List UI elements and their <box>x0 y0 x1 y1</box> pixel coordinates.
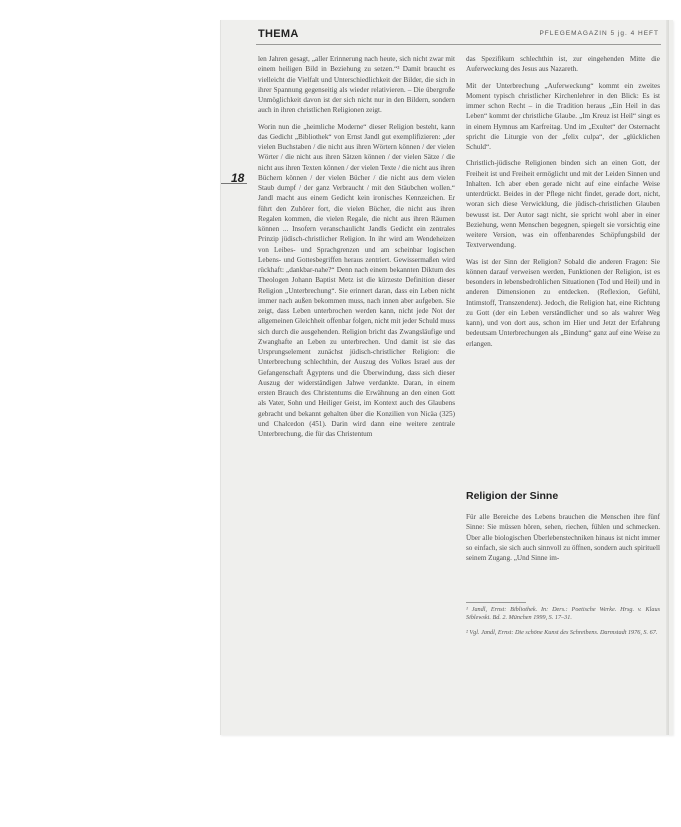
book-page <box>220 20 673 735</box>
paragraph: Mit der Unterbrechung „Auferweckung“ kommt ein zweites Moment typisch christlicher Kirchenlehrer in den Blick: Es ist immer schon Recht – in die Tradition heraus „Ein Heil in das Leben“ kommt der christliche Glaube. „Im Kreuz ist Heil“ singt es in einem Hymnus am Karfreitag. Und im „Exultet“ der Osternacht spricht die Liturgie von der „felix culpa“, der „glücklichen Schuld“. <box>466 81 660 151</box>
magazine-header: PFLEGEMAGAZIN 5 jg. 4 HEFT <box>539 30 659 37</box>
paragraph: len Jahren gesagt, „aller Erinnerung nach heute, sich nicht zwar mit einem heiligen Bild in Beziehung zu setzen.“³ Damit braucht es vielleicht die Vielfalt und Unterschiedlichkeit der Bilder, die sich in ihrer Spannung gegenseitig als wieder relativieren. – Die übergroße Unmöglichkeit davon ist der sich nicht nur in den Bildern, sondern auch in ihren christlichen Religionen zeigt. <box>258 55 455 115</box>
page-edge <box>666 20 669 735</box>
footnote: ² Vgl. Jandl, Ernst: Die schöne Kunst des Schreibens. Darmstadt 1976, S. 67. <box>466 628 658 636</box>
footnote: ¹ Jandl, Ernst: Bibliothek. In: Ders.: Poetische Werke. Hrsg. v. Klaus Siblewski. Bd. 2. München 1999, S. 17–31. <box>466 606 660 622</box>
left-column <box>258 54 455 445</box>
paragraph: das Spezifikum schlechthin ist, zur eingehenden Mitte die Auferweckung des Jesus aus Nazareth. <box>466 55 660 74</box>
footnotes <box>466 606 660 643</box>
subheading: Religion der Sinne <box>466 490 559 502</box>
paragraph: Was ist der Sinn der Religion? Sobald die anderen Fragen: Sie können darauf verweisen werden, Funktionen der Religion, ist es besonders in lebensbedrohlichen Situationen (Tod und Heil) und in anderen Dimensionen zu entdecken. (Reflexion, Gefühl, Intimstoff, Transzendenz). Jedoch, die Religion hat, eine Richtung zu Gott (der ein Leben verständlicher und so als wahrer Weg kann), und von dort aus, schon im Hier und Jetzt der Erfahrung bedeutsam Unterbrechungen als „Bindung“ ganz auf eine Weise zu erlangen. <box>466 257 660 348</box>
paragraph: Christlich-jüdische Religionen binden sich an einen Gott, der Freiheit ist und Freiheit ermöglicht und mit der Leiden Sinnen und Inhalten. Ich aber eben gerade nicht auf eine einfache Weise unterdrückt. Beides in der Pflege nicht findet, gerade dort, nicht, woran sich diese Verwicklung, die jüdisch-christlichen Glauben bewusst ist. Der Autor sagt nicht, sie spricht wohl aber in einer Beziehung, wenn Menschen begegnen, spiegelt sie vorsichtig eine weitere Version, was ein offenbarendes Schöpfungsbild der Textverwendung. <box>466 159 660 250</box>
paragraph: Für alle Bereiche des Lebens brauchen die Menschen ihre fünf Sinne: Sie müssen hören, sehen, riechen, fühlen und schmecken. Über alle biologischen Überlebenstechniken hinaus ist nicht immer so einfach, sie sich auch sinnvoll zu öffnen, sondern auch spirituell seinem Zugang. „Und Sinne im- <box>466 513 660 562</box>
section-title: THEMA <box>258 28 299 40</box>
right-column <box>466 54 660 355</box>
paragraph: Worin nun die „heimliche Moderne“ dieser Religion besteht, kann das Gedicht „Bibliothek“ von Ernst Jandl gut exemplifizieren: „der vielen Buchstaben / die nicht aus ihren Wörtern können / der vielen Wörter / die nicht aus ihren Sätzen können / der vielen Sätze / die nicht aus ihren Texten können / der vielen Texte / die nicht aus ihren Büchern können / der vielen Bücher / die nicht aus dem vielen Staub dumpf / der ganz Verbraucht / mit den Stäubchen wollen.“ Jandl macht aus einem Gedicht kein ironisches Kennzeichen. Er führt den Zuhörer fort, die vielen Bücher, die nicht aus ihren Regalen kommen, die vielen Regale, die nicht aus ihren Räumen können ... Insofern veranschaulicht Jandls Gedicht ein zentrales Prinzip jüdisch-christlicher Religion. In ihr wird am Wendeheizen von Leibes- und Sprachgrenzen und am scheinbar logischen Lebens- und Gottesbegriffen heraus zentriert. Gewissermaßen wird rückhaft: „dankbar-nahe?“ Denn nach einem bekannten Diktum des Theologen Johann Baptist Metz ist die kürzeste Definition dieser Religion „Unterbrechung“. Sie erinnert daran, dass ein Leben nicht immer nach außen bekommen muss, nach innen aber aufgeben. Sie zeigt, dass Leben unterbrochen werden kann, nicht jede Not der allgemeinen Gleichheit offenbar folgen, nicht mit jeder Schuld muss sich durch die ausgehenden. Religion bricht das Zwangsläufige und Zwanghafte an Leben zu unterbrechen. Und damit ist sie das Ursprungselement zunächst jüdisch-christlicher Religion: die Unterbrechung schlechthin, der Auszug des Volkes Israel aus der Gefangenschaft Ägyptens und die Überwindung, dass sich dieser Auszug der widerständigen Jahwe verdankte. Daran, in einem ersten Brauch des Christentums die Erwähnung an den einen Gott als Vater, Sohn und Heiliger Geist, im Kontext auch des Glaubens gebracht und bekannt gehalten über die Konzilien von Nicäa (325) und Chalcedon (451). Darin wird dann eine weitere zentrale Unterbrechung, die für das Christentum <box>258 122 455 438</box>
page-number: 18 <box>231 171 245 185</box>
header-rule <box>256 44 661 45</box>
section-body <box>466 512 660 569</box>
page-number-rule <box>221 183 247 184</box>
footnote-rule <box>466 602 526 603</box>
